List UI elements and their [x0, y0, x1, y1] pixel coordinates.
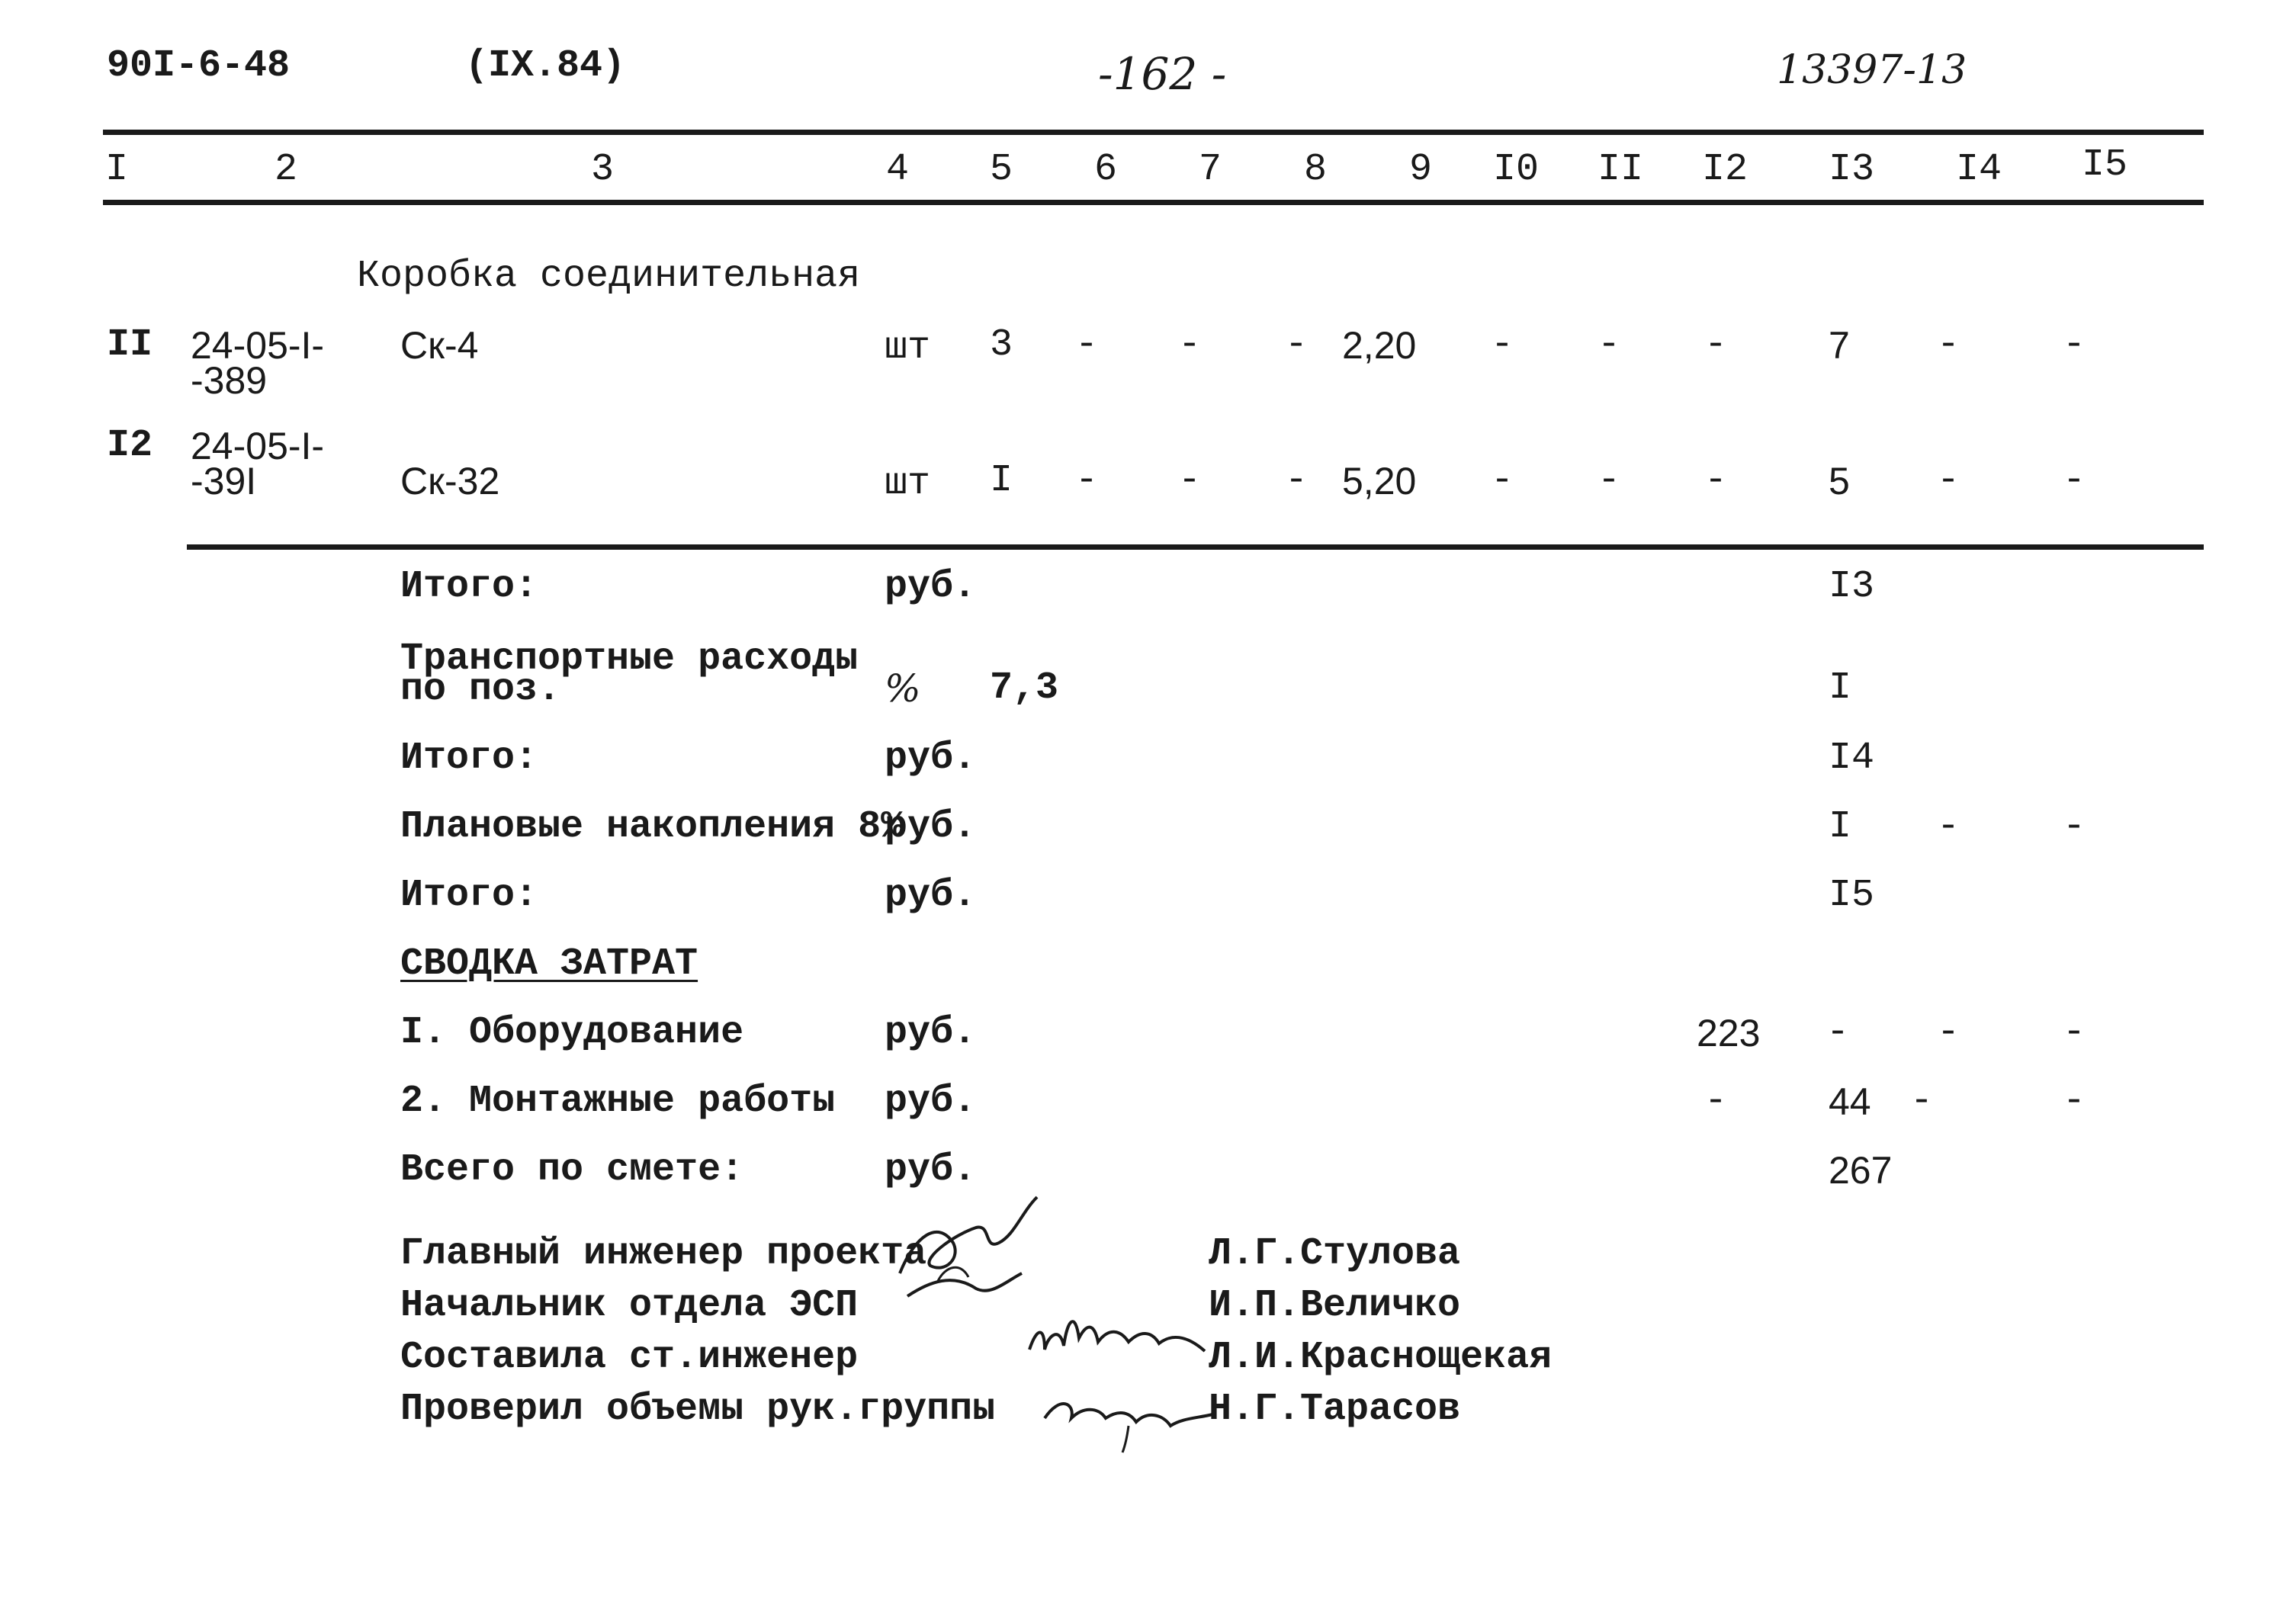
- row-name: Ск-4: [400, 324, 479, 367]
- row-col12: -: [1704, 459, 1728, 502]
- row-qty: 3: [990, 323, 1013, 367]
- equipment-col13: -: [1826, 1011, 1850, 1054]
- row-col11: -: [1598, 459, 1621, 502]
- signature-name: Л.И.Краснощекая: [1209, 1336, 1553, 1379]
- section-title: Коробка соединительная: [357, 255, 861, 298]
- montage-label: 2. Монтажные работы: [400, 1080, 836, 1123]
- itogo-2-label: Итого:: [400, 737, 538, 780]
- itogo-3-unit: руб.: [885, 874, 977, 917]
- col-header-6: 6: [1094, 148, 1118, 191]
- row-position: II: [107, 323, 153, 367]
- handwritten-signature-1: [885, 1189, 1068, 1311]
- col-header-10: I0: [1493, 148, 1540, 191]
- montage-col14: -: [1910, 1080, 1934, 1123]
- row-col9: 2,20: [1342, 324, 1417, 367]
- date-code: (IX.84): [465, 44, 626, 88]
- row-col15: -: [2063, 459, 2086, 502]
- col-header-12: I2: [1702, 148, 1748, 191]
- doc-code: 90I-6-48: [107, 44, 291, 88]
- row-col7: -: [1178, 459, 1202, 502]
- row-unit: шт: [885, 462, 931, 506]
- signature-name: Л.Г.Стулова: [1209, 1232, 1461, 1276]
- row-col8: -: [1285, 323, 1309, 367]
- totals-rule: [187, 544, 2204, 550]
- plan-col15: -: [2063, 805, 2086, 849]
- itogo-2-value: I4: [1829, 737, 1875, 780]
- itogo-2-unit: руб.: [885, 737, 977, 780]
- col-header-5: 5: [990, 148, 1013, 191]
- signature-role: Составила ст.инженер: [400, 1336, 859, 1379]
- itogo-1-unit: руб.: [885, 565, 977, 608]
- row-col6: -: [1075, 323, 1099, 367]
- transport-rate: 7,3: [990, 666, 1059, 710]
- row-col7: -: [1178, 323, 1202, 367]
- row-position: I2: [107, 424, 153, 467]
- itogo-3-label: Итого:: [400, 874, 538, 917]
- transport-label-line2: по поз.: [400, 668, 561, 711]
- equipment-col15: -: [2063, 1011, 2086, 1054]
- row-col10: -: [1491, 323, 1514, 367]
- col-header-9: 9: [1409, 148, 1433, 191]
- col-header-11: II: [1598, 148, 1644, 191]
- row-col14: -: [1937, 323, 1960, 367]
- handwritten-signature-3: [1037, 1372, 1220, 1456]
- row-col6: -: [1075, 459, 1099, 502]
- row-col10: -: [1491, 459, 1514, 502]
- row-qty: I: [990, 459, 1013, 502]
- equipment-col14: -: [1937, 1011, 1960, 1054]
- montage-col13: 44: [1829, 1080, 1871, 1123]
- total-label: Всего по смете:: [400, 1148, 744, 1192]
- total-unit: руб.: [885, 1148, 977, 1192]
- montage-unit: руб.: [885, 1080, 977, 1123]
- row-col12: -: [1704, 323, 1728, 367]
- col-header-8: 8: [1304, 148, 1328, 191]
- row-col9: 5,20: [1342, 460, 1417, 502]
- row-name: Ск-32: [400, 460, 500, 502]
- col-header-3: 3: [591, 148, 615, 191]
- row-code-line1: 24-05-I-: [191, 425, 325, 467]
- equipment-unit: руб.: [885, 1011, 977, 1054]
- plan-label: Плановые накопления 8%: [400, 805, 904, 849]
- sheet-code: 13397-13: [1777, 47, 1967, 93]
- row-col15: -: [2063, 323, 2086, 367]
- signature-role: Проверил объемы рук.группы: [400, 1388, 996, 1431]
- equipment-col12: 223: [1697, 1012, 1761, 1054]
- signature-name: Н.Г.Тарасов: [1209, 1388, 1461, 1431]
- row-code-line2: -39I: [191, 460, 257, 502]
- row-col13: 5: [1829, 460, 1850, 502]
- col-header-14: I4: [1956, 148, 2002, 191]
- row-col8: -: [1285, 459, 1309, 502]
- signature-role: Начальник отдела ЭСП: [400, 1284, 859, 1327]
- plan-col14: -: [1937, 805, 1960, 849]
- transport-unit: %: [885, 666, 921, 711]
- header-top-rule: [103, 130, 2204, 135]
- col-header-1: I: [105, 148, 129, 191]
- montage-col12: -: [1704, 1080, 1728, 1123]
- itogo-3-value: I5: [1829, 874, 1875, 917]
- montage-col15: -: [2063, 1080, 2086, 1123]
- col-header-4: 4: [886, 148, 910, 191]
- col-header-15: I5: [2082, 143, 2128, 187]
- signature-name: И.П.Величко: [1209, 1284, 1461, 1327]
- row-col14: -: [1937, 459, 1960, 502]
- row-code-line1: 24-05-I-: [191, 324, 325, 367]
- itogo-1-value: I3: [1829, 565, 1875, 608]
- plan-value: I: [1829, 805, 1852, 849]
- itogo-1-label: Итого:: [400, 565, 538, 608]
- signature-role: Главный инженер проекта: [400, 1232, 927, 1276]
- row-code-line2: -389: [191, 359, 268, 402]
- row-unit: шт: [885, 326, 931, 370]
- header-bottom-rule: [103, 200, 2204, 205]
- col-header-7: 7: [1199, 148, 1222, 191]
- row-col11: -: [1598, 323, 1621, 367]
- row-col13: 7: [1829, 324, 1850, 367]
- summary-title: СВОДКА ЗАТРАТ: [400, 942, 698, 986]
- total-value: 267: [1829, 1149, 1893, 1192]
- plan-unit: руб.: [885, 805, 977, 849]
- transport-label-line1: Транспортные расходы: [400, 637, 859, 681]
- page-number: -162 -: [1098, 48, 1227, 100]
- transport-value: I: [1829, 666, 1852, 710]
- col-header-13: I3: [1829, 148, 1875, 191]
- equipment-label: I. Оборудование: [400, 1011, 744, 1054]
- col-header-2: 2: [275, 148, 298, 191]
